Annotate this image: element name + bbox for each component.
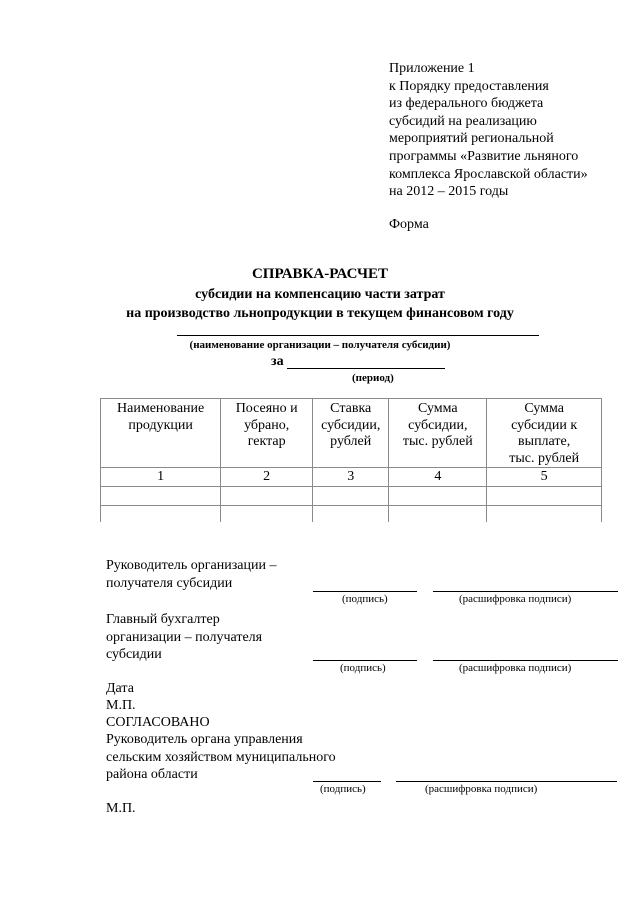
header-line: рублей [330, 434, 372, 449]
document-title: СПРАВКА-РАСЧЕТ [251, 266, 389, 282]
table-cell[interactable] [389, 486, 487, 505]
column-number: 3 [313, 468, 389, 487]
label-line: района области [106, 767, 198, 782]
label-line: организации – получателя [106, 629, 263, 645]
head-agency-decode-field[interactable] [396, 781, 617, 782]
decode-caption: (расшифровка подписи) [459, 662, 572, 674]
header-line: продукции [128, 417, 193, 433]
table-cell[interactable] [487, 486, 602, 505]
header-line: тыс. рублей [509, 450, 580, 466]
label-line: Главный бухгалтер [106, 612, 220, 627]
table-header-row [101, 399, 602, 468]
stamp-label: М.П. [106, 698, 136, 713]
label-line: получателя субсидии [106, 575, 233, 591]
header-line: субсидии, [408, 417, 468, 433]
label-line: субсидии [106, 647, 162, 662]
header-line: убрано, [244, 417, 290, 433]
header-line: субсидии к [511, 417, 578, 433]
signature-caption: (подпись) [340, 662, 386, 674]
subsidy-table [100, 398, 602, 522]
header-line: Сумма [524, 401, 564, 416]
chief-accountant-decode-field[interactable] [433, 660, 618, 661]
date-label: Дата [106, 681, 134, 696]
annex-line: Приложение 1 [389, 61, 475, 76]
table-cell[interactable] [101, 505, 221, 522]
stamp-label: М.П. [106, 801, 136, 816]
annex-line: субсидий на реализацию [389, 113, 537, 129]
head-org-decode-field[interactable] [433, 591, 618, 592]
period-caption: (период) [352, 372, 394, 384]
annex-line: на 2012 – 2015 годы [389, 184, 509, 200]
table-cell[interactable] [101, 486, 221, 505]
header-line: Сумма [417, 401, 458, 416]
form-label: Форма [389, 217, 429, 232]
header-area [221, 399, 313, 468]
column-number: 2 [221, 468, 313, 487]
annex-line: комплекса Ярославской области» [389, 166, 588, 182]
header-sum-payable [487, 399, 602, 468]
header-line: Посеяно и [235, 401, 298, 416]
organization-name-field[interactable] [177, 323, 539, 336]
header-line: тыс. рублей [402, 434, 473, 449]
column-number: 5 [487, 468, 602, 487]
agreed-label: СОГЛАСОВАНО [106, 715, 210, 730]
chief-accountant-label [106, 611, 262, 664]
table-cell[interactable] [487, 505, 602, 522]
organization-name-caption: (наименование организации – получателя субсидии) [189, 339, 451, 351]
header-sum [389, 399, 487, 468]
annex-line: программы «Развитие льняного [389, 148, 579, 164]
table-cell[interactable] [313, 486, 389, 505]
document-subtitle-2: на производство льнопродукции в текущем финансовом году [126, 306, 514, 321]
table-row [101, 486, 602, 505]
column-number: 4 [389, 468, 487, 487]
period-field[interactable] [287, 356, 445, 369]
head-org-label [106, 557, 276, 592]
header-product [101, 399, 221, 468]
label-line: Руководитель организации – [106, 558, 277, 573]
column-number: 1 [101, 468, 221, 487]
table-row [101, 505, 602, 522]
annex-line: мероприятий региональной [389, 131, 554, 147]
table-cell[interactable] [313, 505, 389, 522]
label-line: Руководитель органа управления [106, 732, 303, 747]
header-line: гектар [247, 434, 286, 449]
head-agency-label [106, 731, 336, 784]
signature-caption: (подпись) [320, 783, 366, 795]
table-cell[interactable] [389, 505, 487, 522]
decode-caption: (расшифровка подписи) [459, 593, 572, 605]
chief-accountant-signature-field[interactable] [313, 660, 417, 661]
header-rate [313, 399, 389, 468]
header-line: Наименование [117, 401, 205, 416]
document-subtitle-1: субсидии на компенсацию части затрат [195, 287, 445, 302]
header-line: выплате, [518, 434, 571, 449]
label-line: сельским хозяйством муниципального [106, 749, 336, 765]
period-prefix: за [271, 354, 284, 369]
annex-line: из федерального бюджета [389, 96, 544, 112]
header-line: Ставка [330, 401, 372, 416]
header-line: субсидии, [321, 417, 381, 433]
table-cell[interactable] [221, 486, 313, 505]
signature-caption: (подпись) [342, 593, 388, 605]
table-cell[interactable] [221, 505, 313, 522]
annex-block [389, 60, 634, 201]
annex-line: к Порядку предоставления [389, 78, 549, 94]
head-org-signature-field[interactable] [313, 591, 417, 592]
decode-caption: (расшифровка подписи) [425, 783, 538, 795]
table-number-row [101, 468, 602, 487]
head-agency-signature-field[interactable] [313, 781, 381, 782]
